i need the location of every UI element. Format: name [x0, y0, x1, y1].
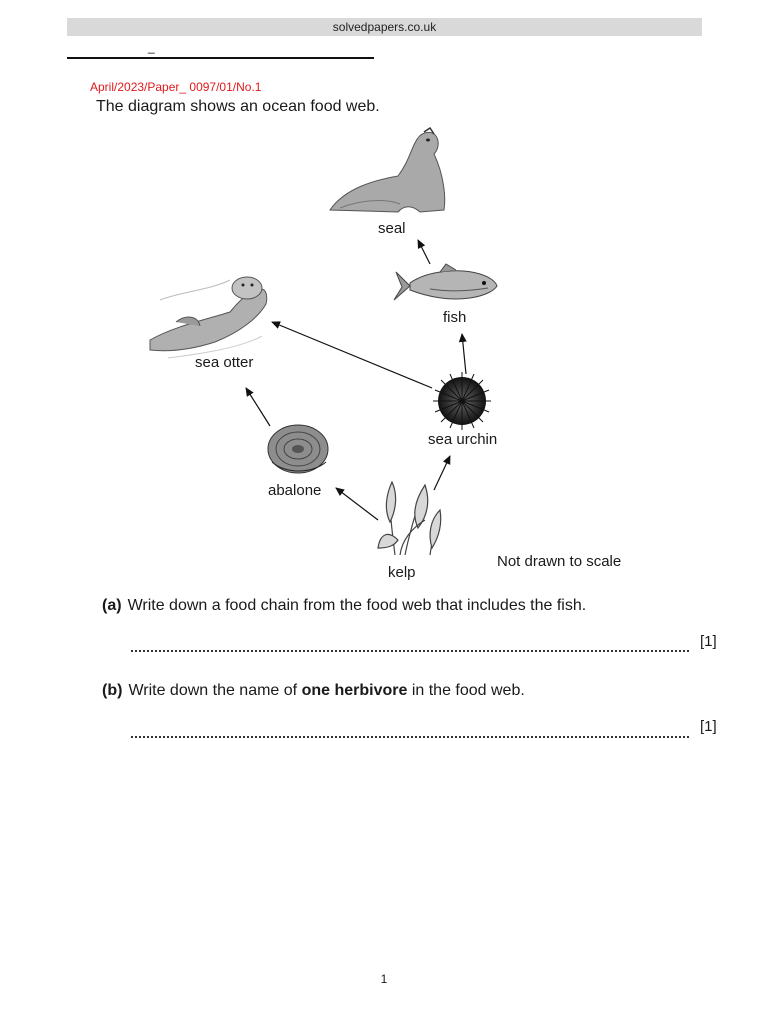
- fish-label: fish: [443, 309, 467, 326]
- sea-urchin-illustration: [433, 372, 491, 430]
- arrow-kelp-to-abalone: [336, 488, 378, 520]
- arrow-abalone-to-otter: [246, 388, 270, 426]
- part-b-text-before: Write down the name of: [128, 682, 302, 699]
- page-number: 1: [380, 972, 388, 986]
- part-a-text: Write down a food chain from the food web that includes the fish.: [127, 597, 587, 614]
- part-b-text-bold: one herbivore: [301, 682, 408, 699]
- part-b-mark: [1]: [700, 718, 717, 735]
- arrow-urchin-to-fish: [462, 334, 466, 374]
- sea-otter-illustration: [150, 277, 267, 358]
- part-b-letter: (b): [102, 682, 123, 699]
- seal-illustration: [330, 128, 445, 212]
- part-b-text-after: in the food web.: [407, 682, 525, 699]
- kelp-illustration: [378, 482, 441, 555]
- part-a-answer-line[interactable]: [131, 650, 689, 652]
- abalone-illustration: [268, 425, 328, 473]
- paper-reference: April/2023/Paper_ 0097/01/No.1: [90, 80, 262, 94]
- arrow-kelp-to-urchin: [434, 456, 450, 490]
- site-banner: solvedpapers.co.uk: [67, 18, 702, 36]
- arrow-fish-to-seal: [418, 240, 430, 264]
- part-a-letter: (a): [102, 597, 122, 614]
- question-part-b: [102, 682, 525, 700]
- question-part-a: [102, 597, 586, 615]
- sea-otter-label: sea otter: [195, 354, 254, 371]
- arrow-urchin-to-otter: [272, 322, 432, 388]
- sea-urchin-label: sea urchin: [428, 431, 498, 448]
- part-a-mark: [1]: [700, 633, 717, 650]
- not-to-scale-note: Not drawn to scale: [497, 553, 622, 570]
- seal-label: seal: [378, 220, 406, 237]
- question-intro: The diagram shows an ocean food web.: [96, 98, 380, 115]
- fish-illustration: [394, 264, 497, 300]
- kelp-label: kelp: [388, 564, 416, 581]
- header-dash: _: [148, 40, 155, 54]
- part-b-answer-line[interactable]: [131, 736, 689, 738]
- abalone-label: abalone: [268, 482, 322, 499]
